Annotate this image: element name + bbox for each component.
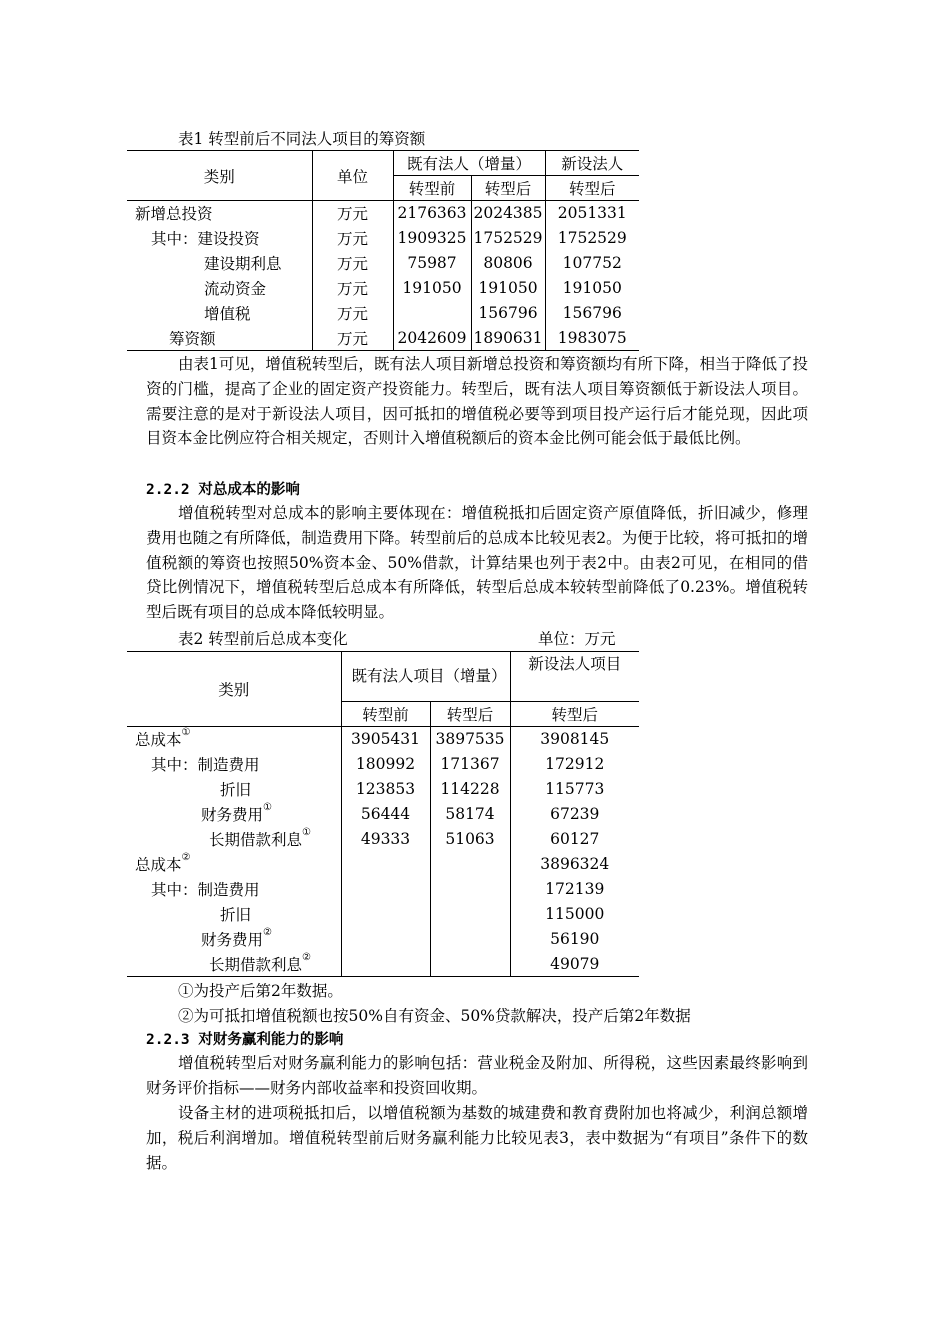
cell-after: 51063 bbox=[430, 827, 510, 852]
t2-header-existing: 既有法人项目（增量） bbox=[341, 652, 510, 702]
row-label: 财务费用① bbox=[127, 802, 341, 827]
table-row bbox=[127, 902, 639, 927]
cell-before bbox=[341, 852, 430, 877]
cell-before bbox=[341, 927, 430, 952]
row-label: 折旧 bbox=[127, 777, 341, 802]
t1-header-unit: 单位 bbox=[312, 151, 393, 201]
cell-before: 56444 bbox=[341, 802, 430, 827]
row-label: 流动资金 bbox=[127, 276, 312, 301]
row-label: 其中：建设投资 bbox=[127, 226, 312, 251]
cell-new-after: 49079 bbox=[550, 954, 600, 973]
paragraph bbox=[146, 1051, 808, 1101]
cell-after: 3897535 bbox=[430, 727, 510, 752]
cell-before: 191050 bbox=[393, 276, 471, 301]
table-row bbox=[127, 952, 639, 977]
cell-new-after: 3896324 bbox=[540, 855, 610, 873]
table-row bbox=[127, 777, 639, 802]
table-row bbox=[127, 727, 639, 752]
cell-before: 123853 bbox=[341, 777, 430, 802]
paragraph bbox=[146, 501, 808, 625]
t2-header-new-after: 转型后 bbox=[510, 702, 639, 727]
paragraph-text: 由表1可见，增值税转型后，既有法人项目新增总投资和筹资额均有所下降，相当于降低了投资的门槛，提高了企业的固定资产投资能力。转型后，既有法人项目筹资额低于新设法人项目。需要注意的是对于新设法人项目，因可抵扣的增值税必要等到项目投产运行后才能兑现，因此项目资本金比例应符合相关规定，否则计入增值税额后的资本金比例可能会低于最低比例。 bbox=[146, 355, 808, 448]
table-row bbox=[127, 301, 639, 326]
cell-before bbox=[341, 877, 430, 902]
cell-before bbox=[341, 902, 430, 927]
row-label: 长期借款利息① bbox=[127, 827, 341, 852]
section-heading: 2.2.3 对财务赢利能力的影响 bbox=[146, 1032, 344, 1048]
cell-new-after: 191050 bbox=[562, 279, 622, 297]
cell-new-after: 1752529 bbox=[557, 229, 627, 247]
table1-caption: 表1 转型前后不同法人项目的筹资额 bbox=[178, 130, 426, 148]
t1-header-category: 类别 bbox=[127, 151, 312, 201]
row-label: 增值税 bbox=[127, 301, 312, 326]
cell-after bbox=[430, 877, 510, 902]
table2-unit-label: 单位：万元 bbox=[538, 630, 616, 648]
paragraph bbox=[146, 352, 808, 451]
row-label: 建设期利息 bbox=[127, 251, 312, 276]
table-row bbox=[127, 251, 639, 276]
table-row bbox=[127, 802, 639, 827]
cell-before: 2176363 bbox=[393, 201, 471, 226]
cell-before: 75987 bbox=[393, 251, 471, 276]
cell-new-after: 107752 bbox=[562, 254, 622, 272]
cell-before: 49333 bbox=[341, 827, 430, 852]
row-label: 总成本① bbox=[127, 727, 341, 752]
row-label: 长期借款利息② bbox=[127, 952, 341, 977]
row-unit: 万元 bbox=[312, 301, 393, 326]
t2-header-new: 新设法人项目 bbox=[510, 652, 639, 702]
cell-new-after: 3908145 bbox=[540, 730, 610, 749]
cell-new-after: 115000 bbox=[545, 905, 605, 923]
t2-header-before: 转型前 bbox=[341, 702, 430, 727]
t1-header-new-after: 转型后 bbox=[545, 176, 639, 201]
cell-after: 1752529 bbox=[471, 226, 545, 251]
cell-after: 2024385 bbox=[471, 201, 545, 226]
row-label: 财务费用② bbox=[127, 927, 341, 952]
row-label: 其中：制造费用 bbox=[127, 752, 341, 777]
cell-before: 180992 bbox=[341, 752, 430, 777]
t2-header-after: 转型后 bbox=[430, 702, 510, 727]
cell-new-after: 2051331 bbox=[557, 204, 627, 223]
cell-before: 2042609 bbox=[393, 326, 471, 351]
table-row bbox=[127, 276, 639, 301]
paragraph-text: 增值税转型后对财务赢利能力的影响包括：营业税金及附加、所得税，这些因素最终影响到财务评价指标——财务内部收益率和投资回收期。 bbox=[146, 1054, 808, 1097]
table2-note: ①为投产后第2年数据。 bbox=[178, 982, 343, 1000]
cell-after bbox=[430, 952, 510, 977]
paragraph bbox=[146, 1101, 808, 1175]
cell-new-after: 67239 bbox=[550, 805, 600, 823]
cell-after: 1890631 bbox=[471, 326, 545, 351]
cell-after: 80806 bbox=[471, 251, 545, 276]
row-label: 筹资额 bbox=[127, 326, 312, 351]
row-unit: 万元 bbox=[312, 251, 393, 276]
cell-new-after: 172912 bbox=[545, 755, 605, 773]
table-row bbox=[127, 927, 639, 952]
section-heading: 2.2.2 对总成本的影响 bbox=[146, 482, 300, 498]
row-label: 其中：制造费用 bbox=[127, 877, 341, 902]
t1-header-before: 转型前 bbox=[393, 176, 471, 201]
cell-after: 191050 bbox=[471, 276, 545, 301]
cell-new-after: 115773 bbox=[545, 780, 605, 798]
row-label: 总成本② bbox=[127, 852, 341, 877]
cell-before: 1909325 bbox=[393, 226, 471, 251]
cell-before: 3905431 bbox=[341, 727, 430, 752]
cell-after bbox=[430, 927, 510, 952]
row-unit: 万元 bbox=[312, 226, 393, 251]
table-row bbox=[127, 226, 639, 251]
row-unit: 万元 bbox=[312, 276, 393, 301]
table-row bbox=[127, 852, 639, 877]
row-label: 折旧 bbox=[127, 902, 341, 927]
t1-header-new: 新设法人 bbox=[545, 151, 639, 176]
cell-new-after: 60127 bbox=[550, 830, 600, 848]
t2-header-category: 类别 bbox=[127, 652, 341, 727]
t1-header-after: 转型后 bbox=[471, 176, 545, 201]
t1-header-existing: 既有法人（增量） bbox=[393, 151, 545, 176]
table-row bbox=[127, 752, 639, 777]
row-label: 新增总投资 bbox=[127, 201, 312, 226]
cell-after: 156796 bbox=[471, 301, 545, 326]
cell-new-after: 56190 bbox=[550, 930, 600, 948]
table-row bbox=[127, 201, 639, 226]
table2 bbox=[127, 651, 639, 977]
table-row bbox=[127, 827, 639, 852]
cell-after: 171367 bbox=[430, 752, 510, 777]
cell-after bbox=[430, 852, 510, 877]
cell-new-after: 1983075 bbox=[557, 328, 627, 347]
cell-new-after: 172139 bbox=[545, 880, 605, 898]
cell-before bbox=[341, 952, 430, 977]
cell-before bbox=[393, 301, 471, 326]
table2-note: ②为可抵扣增值税额也按50%自有资金、50%贷款解决，投产后第2年数据 bbox=[178, 1007, 691, 1025]
table1 bbox=[127, 150, 639, 351]
table-row bbox=[127, 326, 639, 351]
table2-caption: 表2 转型前后总成本变化 bbox=[178, 630, 348, 648]
cell-after bbox=[430, 902, 510, 927]
paragraph-text: 设备主材的进项税抵扣后，以增值税额为基数的城建费和教育费附加也将减少，利润总额增加，税后利润增加。增值税转型前后财务赢利能力比较见表3，表中数据为“有项目”条件下的数据。 bbox=[146, 1104, 808, 1172]
table-row bbox=[127, 877, 639, 902]
cell-after: 58174 bbox=[430, 802, 510, 827]
paragraph-text: 增值税转型对总成本的影响主要体现在：增值税抵扣后固定资产原值降低，折旧减少，修理费用也随之有所降低，制造费用下降。转型前后的总成本比较见表2。为便于比较，将可抵扣的增值税额的筹资也按照50%资本金、50%借款，计算结果也列于表2中。由表2可见，在相同的借贷比例情况下，增值税转型后总成本有所降低，转型后总成本较转型前降低了0.23%。增值税转型后既有项目的总成本降低较明显。 bbox=[146, 504, 808, 622]
row-unit: 万元 bbox=[312, 326, 393, 351]
cell-after: 114228 bbox=[430, 777, 510, 802]
cell-new-after: 156796 bbox=[562, 304, 622, 322]
row-unit: 万元 bbox=[312, 201, 393, 226]
